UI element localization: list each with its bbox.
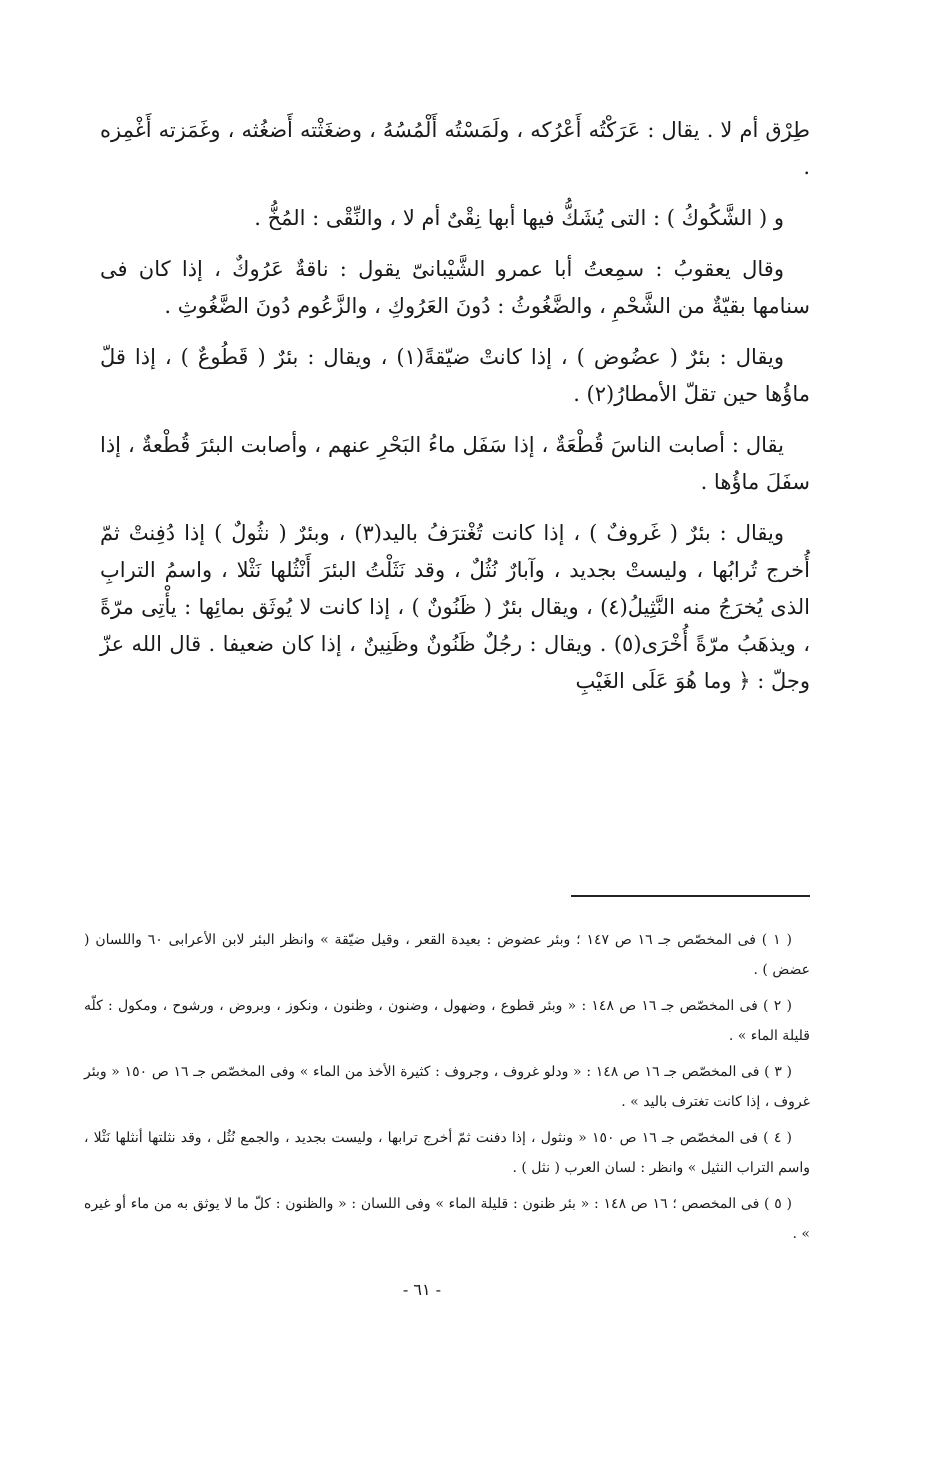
footnote-1: ( ١ ) فى المخصّص جـ ١٦ ص ١٤٧ ؛ وبئر عضوض : بعيدة القعر ، وقيل ضيّقة » وانظر البئر لابن الأعرابى ٦٠ واللسان ( عضض ) . (84, 932, 810, 978)
footnote-2: ( ٢ ) فى المخصّص جـ ١٦ ص ١٤٨ : « وبئر قطوع ، وضهول ، وضنون ، وظنون ، ونكوز ، وبروض ، ورشوح ، ومكول : كلّه قليلة الماء » . (84, 998, 810, 1044)
main-text (100, 112, 810, 714)
footnote-5: ( ٥ ) فى المخصص ؛ ١٦ ص ١٤٨ : « بئر ظنون : قليلة الماء » وفى اللسان : « والظنون : كلّ ما لا يوثق به من ماء أو غيره » . (84, 1196, 810, 1242)
page-number: - ٦١ - (402, 1280, 442, 1299)
paragraph-adud-well: ويقال : بئرٌ ( عضُوض ) ، إذا كانتْ ضيّقةً(١) ، ويقال : بئرٌ ( قَطُوعٌ ) ، إذا قلّ ماؤُها حين تقلّ الأمطارُ(٢) . (100, 345, 810, 406)
paragraph-qutah: يقال : أصابت الناسَ قُطْعَةٌ ، إذا سَفَل ماءُ البَحْرِ عنهم ، وأصابت البئرَ قُطْعةٌ ، إذا سفَلَ ماؤُها . (100, 433, 810, 494)
paragraph-gharuf-well: ويقال : بئرٌ ( غَروفٌ ) ، إذا كانت تُغْترَفُ باليد(٣) ، وبئرٌ ( نثُولٌ ) إذا دُفِنتْ ثمّ أُخرج تُرابُها ، وليستْ بجديد ، وآبارٌ نُثُلٌ ، وقد نَثَلْتُ البئرَ أَنْثُلها نَثْلا ، واسمُ الترابِ الذى يُخرَجُ منه النَّثِيلُ(٤) ، ويقال بئرٌ ( ظَنُونٌ ) ، إذا كانت لا يُوثَق بمائِها : يأْتِى مرّةً ، ويذهَبُ مرّةً أُخْرَى(٥) . ويقال : رجُلٌ ظَنُونٌ وظَنِينٌ ، إذا كان ضعيفا . قال الله عزّ وجلّ : ﴿ وما هُوَ عَلَى الغَيْبِ (100, 521, 810, 693)
paragraph-rubbing-verbs: طِرْق أم لا . يقال : عَرَكْتُه أَعْرُكه ، ولَمَسْتُه أَلْمُسُهُ ، وضغَثْته أَضغُثه ، وغَمَزته أَغْمِزه . (100, 118, 810, 179)
paragraph-yaqub: وقال يعقوبُ : سمِعتُ أبا عمرو الشَّيْبانىّ يقول : ناقةٌ عَرُوكٌ ، إذا كان فى سنامها بقيّةٌ من الشَّحْمِ ، والضَّغُوثُ : دُونَ العَرُوكِ ، والزَّعُوم دُونَ الضَّغُوثِ . (100, 257, 810, 318)
footnote-3: ( ٣ ) فى المخصّص جـ ١٦ ص ١٤٨ : « ودلو غروف ، وجروف : كثيرة الأخذ من الماء » وفى المخصّص جـ ١٦ ص ١٥٠ « وبئر غروف ، إذا كانت تغترف باليد » . (84, 1064, 810, 1110)
footnotes (84, 925, 810, 1255)
paragraph-shakuk: و ( الشَّكُوكُ ) : التى يُشَكُّ فيها أبها نِقْىٌ أم لا ، والنِّقْى : المُخُّ . (254, 206, 784, 230)
footnote-4: ( ٤ ) فى المخصّص جـ ١٦ ص ١٥٠ « ونثول ، إذا دفنت ثمّ أخرج ترابها ، وليست بجديد ، والجمع نُثُل ، وقد نثلتها أنثلها نَثْلا ، واسم التراب النثيل » وانظر : لسان العرب ( نثل ) . (84, 1130, 810, 1176)
footnote-divider (571, 895, 810, 897)
